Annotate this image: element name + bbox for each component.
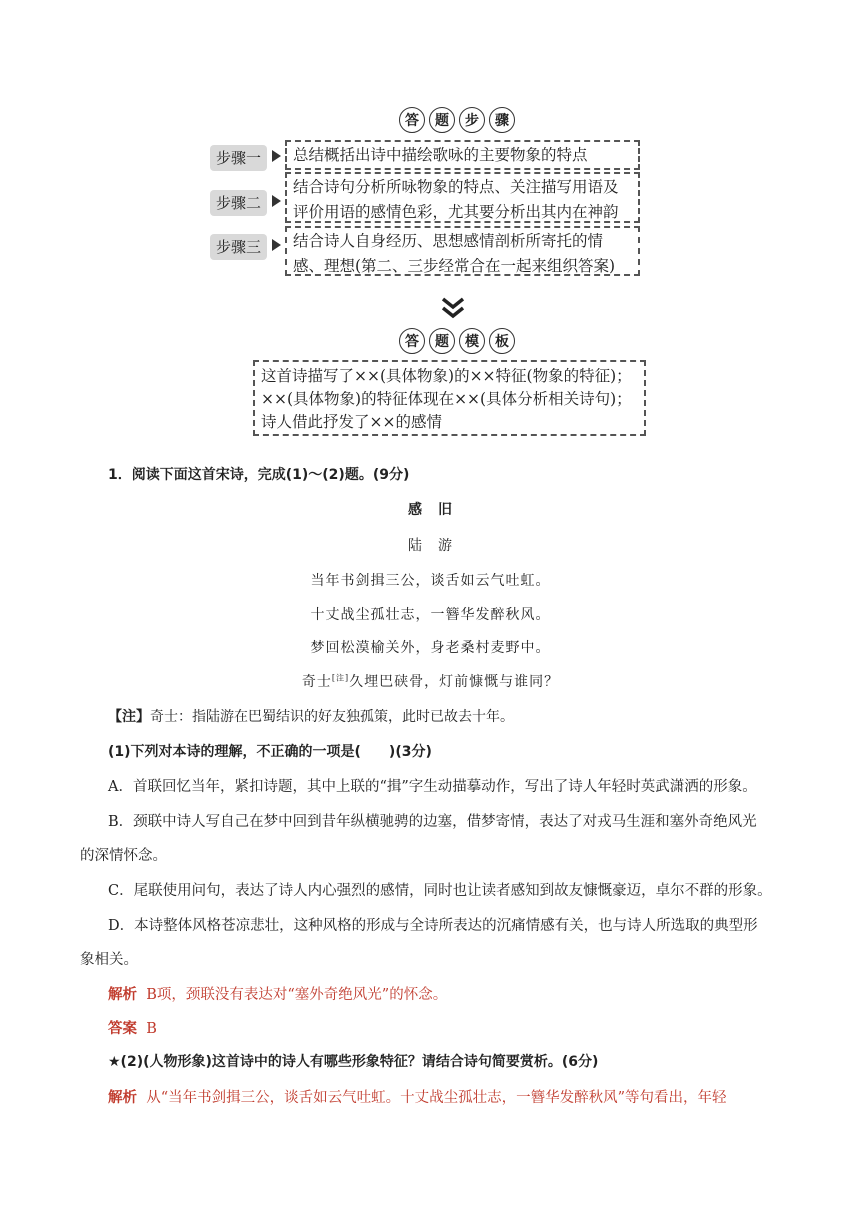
- answer-label: 答案: [108, 1021, 137, 1037]
- poem-author: 陆 游: [408, 538, 453, 554]
- template-heading-char: 模: [459, 328, 485, 354]
- analysis-1: [108, 983, 447, 1004]
- step-1-text: 总结概括出诗中描绘歌咏的主要物象的特点: [293, 146, 588, 164]
- template-heading: [399, 328, 515, 354]
- answer-1: [108, 1017, 157, 1038]
- poem-line: 梦回松漠榆关外，身老桑村麦野中。: [310, 640, 551, 656]
- step-1-label: 步骤一: [210, 145, 267, 171]
- steps-heading-char: 骤: [489, 107, 515, 133]
- steps-heading-char: 答: [399, 107, 425, 133]
- poem-line-post: 久埋巴硖骨，灯前慷慨与谁同？: [349, 674, 560, 690]
- template-heading-char: 答: [399, 328, 425, 354]
- arrow-icon: [272, 195, 281, 207]
- note: [108, 706, 514, 726]
- answer-text: B: [146, 1021, 157, 1037]
- steps-heading-char: 题: [429, 107, 455, 133]
- poem-line-last: [0, 671, 861, 691]
- template-line: 诗人借此抒发了××的感情: [261, 413, 442, 431]
- analysis-2: [108, 1086, 727, 1107]
- option-c: C．尾联使用问句，表达了诗人内心强烈的感情，同时也让读者感知到故友慷慨豪迈，卓尔不群的形象。: [108, 883, 772, 899]
- double-chevron-down-icon: [440, 297, 466, 319]
- option-d-cont: 象相关。: [80, 952, 138, 968]
- option-b-cont: 的深情怀念。: [80, 848, 167, 864]
- poem-title: 感 旧: [408, 502, 453, 518]
- step-3-label: 步骤三: [210, 234, 267, 260]
- step-3-text: 结合诗人自身经历、思想感情剖析所寄托的情感、理想(第二、三步经常合在一起来组织答案): [293, 232, 616, 275]
- analysis-text: B项，颈联没有表达对“塞外奇绝风光”的怀念。: [146, 987, 448, 1003]
- poem-line: 十丈战尘孤壮志，一簪华发醉秋风。: [310, 607, 551, 623]
- poem-line: 当年书剑揖三公，谈舌如云气吐虹。: [310, 573, 551, 589]
- step-1-box: [285, 140, 640, 170]
- option-a: A．首联回忆当年，紧扣诗题，其中上联的“揖”字生动描摹动作，写出了诗人年轻时英武潇洒的形象。: [108, 779, 757, 795]
- step-2-label: 步骤二: [210, 190, 267, 216]
- sub-question-2: ★(2)(人物形象)这首诗中的诗人有哪些形象特征？请结合诗句简要赏析。(6分): [108, 1054, 599, 1070]
- poem-line-pre: 奇士: [301, 674, 332, 690]
- steps-heading-char: 步: [459, 107, 485, 133]
- sub-question-1: (1)下列对本诗的理解，不正确的一项是( )(3分): [108, 744, 432, 760]
- template-heading-char: 题: [429, 328, 455, 354]
- arrow-icon: [272, 239, 281, 251]
- analysis-label: 解析: [108, 1090, 137, 1106]
- template-heading-char: 板: [489, 328, 515, 354]
- question-title: 1．阅读下面这首宋诗，完成(1)～(2)题。(9分): [108, 467, 410, 483]
- analysis-label: 解析: [108, 987, 137, 1003]
- step-2-box: [285, 172, 640, 223]
- arrow-icon: [272, 150, 281, 162]
- step-2-text: 结合诗句分析所咏物象的特点、关注描写用语及评价用语的感情色彩，尤其要分析出其内在神韵: [293, 178, 619, 221]
- poem-note-marker: [注]: [331, 673, 350, 683]
- note-text: 奇士：指陆游在巴蜀结识的好友独孤策，此时已故去十年。: [150, 709, 514, 725]
- step-3-box: [285, 226, 640, 276]
- note-label: 【注】: [108, 709, 150, 725]
- template-line: ××(具体物象)的特征体现在××(具体分析相关诗句)；: [261, 390, 632, 408]
- template-box: [253, 360, 646, 436]
- option-d: D．本诗整体风格苍凉悲壮，这种风格的形成与全诗所表达的沉痛情感有关，也与诗人所选取的典型形: [108, 918, 758, 934]
- analysis-text: 从“当年书剑揖三公，谈舌如云气吐虹。十丈战尘孤壮志，一簪华发醉秋风”等句看出，年轻: [146, 1090, 727, 1106]
- option-b: B．颈联中诗人写自己在梦中回到昔年纵横驰骋的边塞，借梦寄情，表达了对戎马生涯和塞外奇绝风光: [108, 814, 757, 830]
- steps-heading: [399, 107, 515, 133]
- template-line: 这首诗描写了××(具体物象)的××特征(物象的特征)；: [261, 367, 632, 385]
